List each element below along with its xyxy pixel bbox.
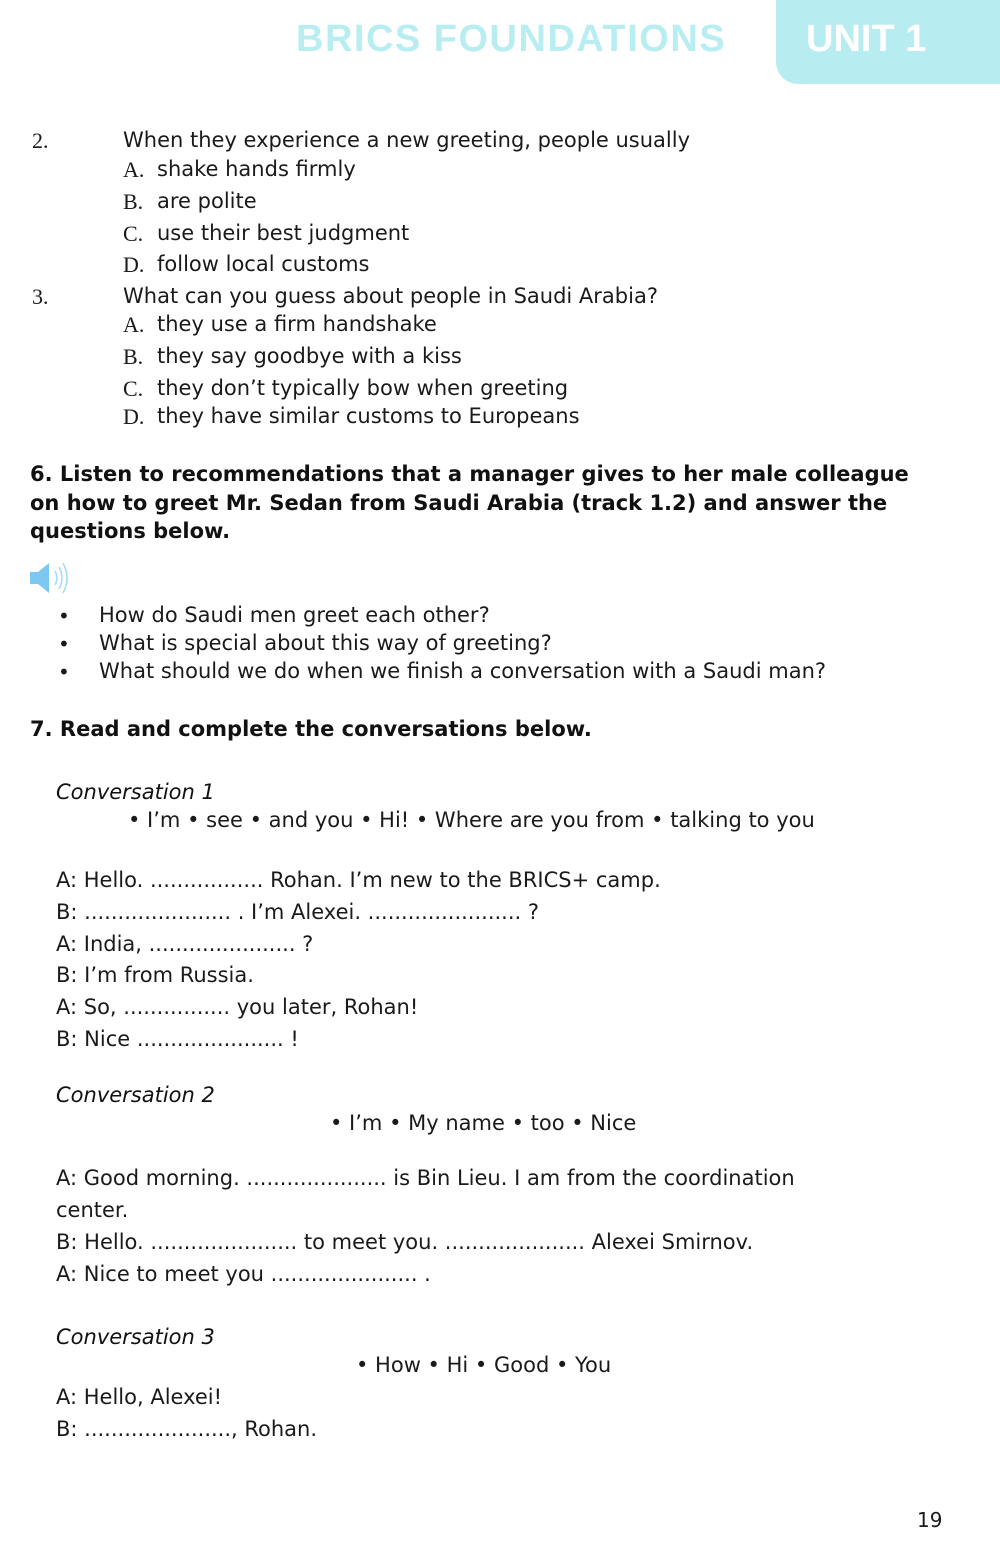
speaker-icon[interactable] [28, 558, 72, 598]
question-number: 3. [32, 284, 49, 309]
unit-tab [776, 0, 1000, 84]
option-text: use their best judgment [157, 221, 410, 245]
word-bank: • I’m • My name • too • Nice [330, 1111, 637, 1135]
option-text: are polite [157, 189, 257, 213]
page-number: 19 [917, 1508, 943, 1532]
dialogue-line: center. [56, 1198, 129, 1222]
option-text: they don’t typically bow when greeting [157, 376, 569, 400]
conversation-title: Conversation 3 [56, 1325, 215, 1349]
option-letter: D. [123, 252, 145, 277]
header-title: BRICS FOUNDATIONS [296, 18, 727, 60]
bullet-question: What is special about this way of greeting? [99, 631, 552, 655]
task6-heading-line: questions below. [30, 519, 231, 543]
option-letter: C. [123, 221, 144, 246]
option-letter: B. [123, 189, 144, 214]
task7-heading: 7. Read and complete the conversations below. [30, 717, 592, 741]
dialogue-line: B: I’m from Russia. [56, 963, 254, 987]
bullet-question: How do Saudi men greet each other? [99, 603, 490, 627]
option-text: they use a firm handshake [157, 312, 437, 336]
dialogue-line: B: ...................... . I’m Alexei. ....................... ? [56, 900, 540, 924]
conversation-title: Conversation 1 [56, 780, 215, 804]
task6-heading-line: 6. Listen to recommendations that a manager gives to her male colleague [30, 462, 909, 486]
option-letter: A. [123, 157, 145, 182]
dialogue-line: A: So, ................ you later, Rohan! [56, 995, 419, 1019]
option-text: follow local customs [157, 252, 370, 276]
dialogue-line: A: Good morning. ..................... is Bin Lieu. I am from the coordination [56, 1166, 795, 1190]
conversation-title: Conversation 2 [56, 1083, 215, 1107]
bullet-question: What should we do when we finish a conversation with a Saudi man? [99, 659, 827, 683]
dialogue-line: B: ......................, Rohan. [56, 1417, 318, 1441]
option-text: shake hands firmly [157, 157, 356, 181]
task6-heading-line: on how to greet Mr. Sedan from Saudi Arabia (track 1.2) and answer the [30, 491, 888, 515]
question-number: 2. [32, 128, 49, 153]
option-letter: A. [123, 312, 145, 337]
word-bank: • I’m • see • and you • Hi! • Where are you from • talking to you [128, 808, 815, 832]
question-text: When they experience a new greeting, people usually [123, 128, 691, 152]
option-letter: D. [123, 404, 145, 429]
dialogue-line: A: Hello, Alexei! [56, 1385, 223, 1409]
word-bank: • How • Hi • Good • You [356, 1353, 612, 1377]
bullet-glyph: • [58, 660, 70, 684]
dialogue-line: A: India, ...................... ? [56, 932, 314, 956]
unit-label: UNIT 1 [806, 18, 927, 60]
dialogue-line: B: Hello. ...................... to meet you. ..................... Alexei Smirnov. [56, 1230, 754, 1254]
option-letter: C. [123, 376, 144, 401]
dialogue-line: A: Nice to meet you ...................... . [56, 1262, 431, 1286]
option-text: they say goodbye with a kiss [157, 344, 462, 368]
bullet-glyph: • [58, 632, 70, 656]
bullet-glyph: • [58, 604, 70, 628]
dialogue-line: A: Hello. ................. Rohan. I’m new to the BRICS+ camp. [56, 868, 661, 892]
dialogue-line: B: Nice ...................... ! [56, 1027, 299, 1051]
option-text: they have similar customs to Europeans [157, 404, 580, 428]
question-text: What can you guess about people in Saudi Arabia? [123, 284, 658, 308]
option-letter: B. [123, 344, 144, 369]
